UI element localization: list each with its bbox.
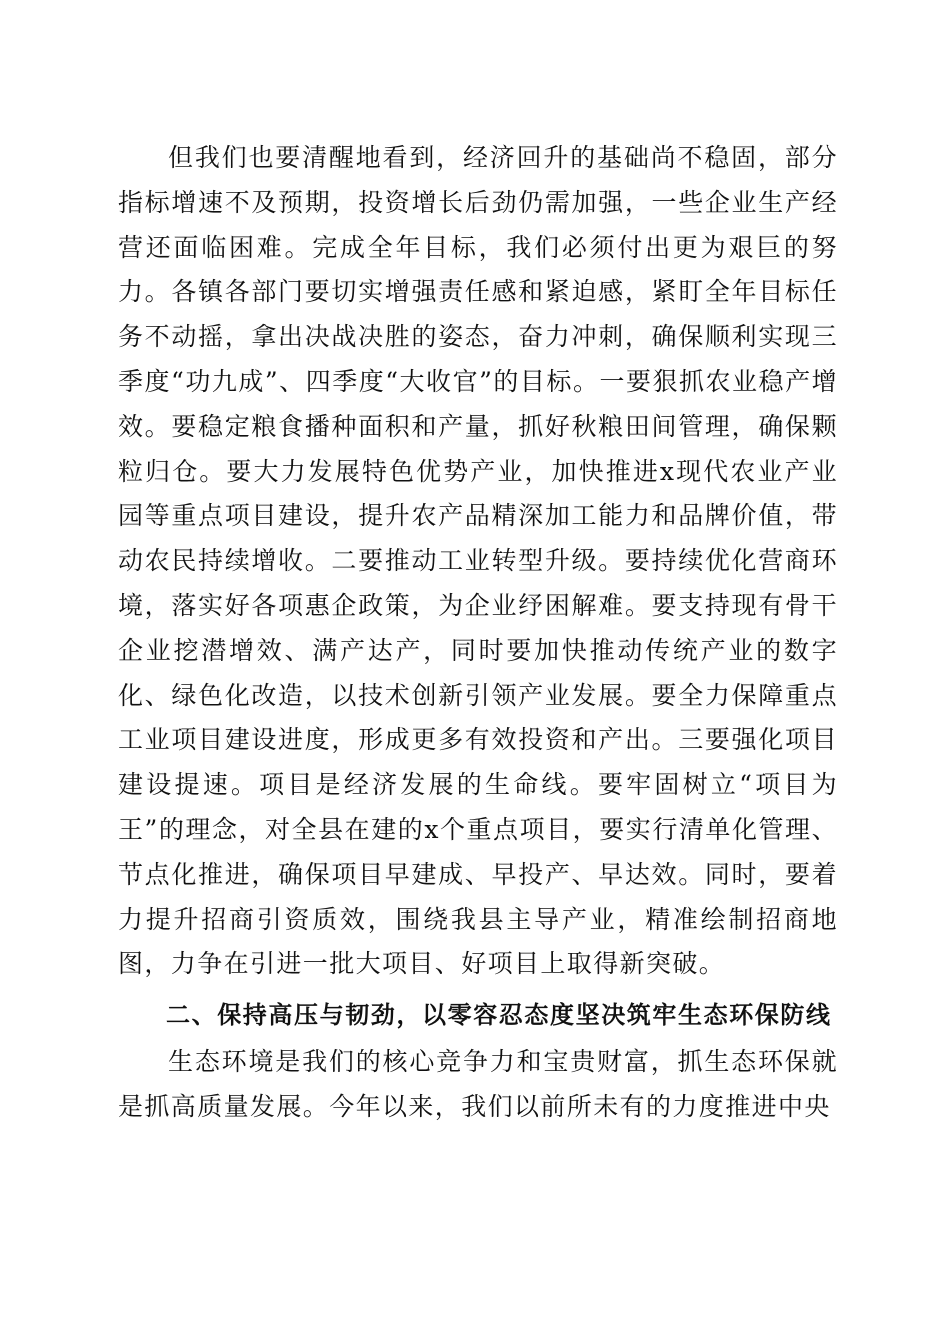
body-paragraph-ecology: 生态环境是我们的核心竞争力和宝贵财富，抓生态环保就是抓高质量发展。今年以来，我们以前所未有的力度推进中央 [118,1046,838,1121]
body-paragraph-economy: 但我们也要清醒地看到，经济回升的基础尚不稳固，部分指标增速不及预期，投资增长后劲仍需加强，一些企业生产经营还面临困难。完成全年目标，我们必须付出更为艰巨的努力。各镇各部门要切实增强责任感和紧迫感，紧盯全年目标任务不动摇，拿出决战决胜的姿态，奋力冲刺，确保顺利实现三季度“功九成”、四季度“大收官”的目标。一要狠抓农业稳产增效。要稳定粮食播种面积和产量，抓好秋粮田间管理，确保颗粒归仓。要大力发展特色优势产业，加快推进x现代农业产业园等重点项目建设，提升农产品精深加工能力和品牌价值，带动农民持续增收。二要推动工业转型升级。要持续优化营商环境，落实好各项惠企政策，为企业纾困解难。要支持现有骨干企业挖潜增效、满产达产，同时要加快推动传统产业的数字化、绿色化改造，以技术创新引领产业发展。要全力保障重点工业项目建设进度，形成更多有效投资和产出。三要强化项目建设提速。项目是经济发展的生命线。要牢固树立“项目为王”的理念，对全县在建的x个重点项目，要实行清单化管理、节点化推进，确保项目早建成、早投产、早达效。同时，要着力提升招商引资质效，围绕我县主导产业，精准绘制招商地图，力争在引进一批大项目、好项目上取得新突破。 [118,143,838,979]
document-body [118,136,838,1130]
section-heading-ecology: 二、保持高压与韧劲，以零容忍态度坚决筑牢生态环保防线 [166,1001,832,1030]
